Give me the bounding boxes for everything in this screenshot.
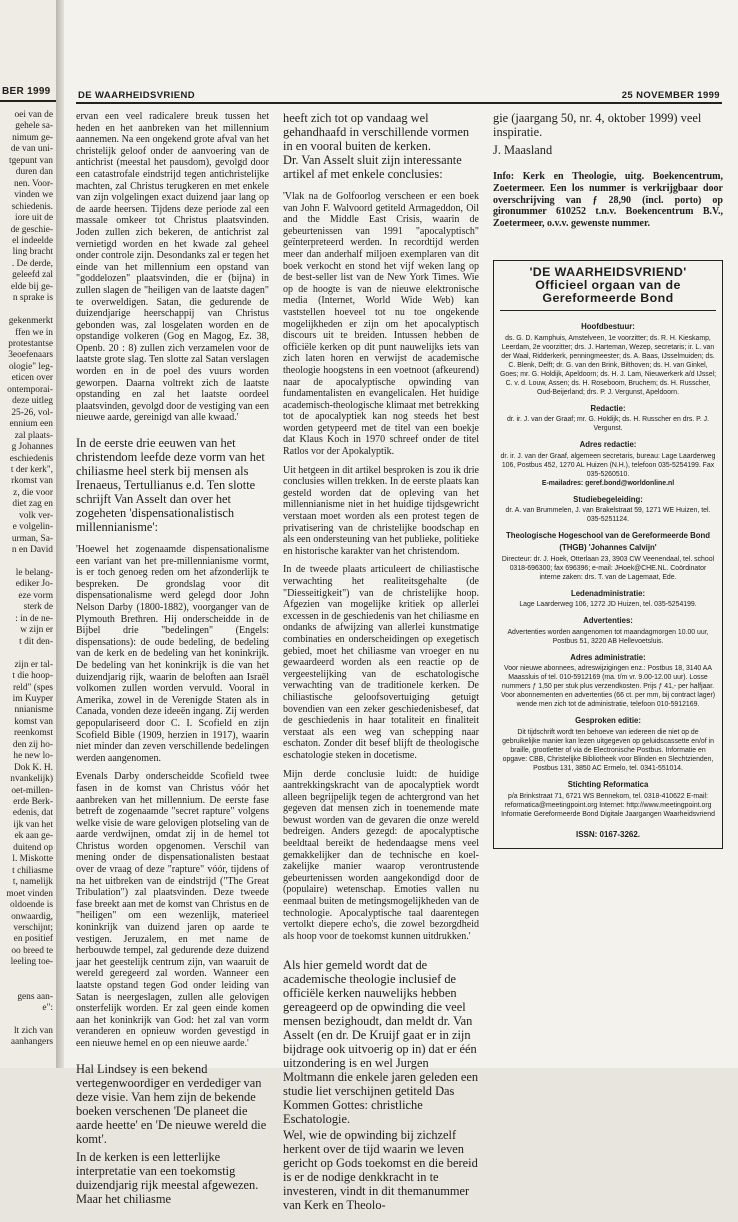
previous-page-fragment: eze vorm <box>18 590 53 601</box>
previous-page-fragment: deze uitleg <box>12 396 53 407</box>
previous-page-fragment: oo breed te <box>11 945 53 956</box>
previous-page-fragment: erde Berk- <box>13 797 53 807</box>
colophon-sections <box>500 321 716 819</box>
previous-page-fragment: z, die voor <box>13 487 53 498</box>
previous-page-fragment: g Johannes <box>11 442 53 453</box>
previous-page-fragment: . De derde, <box>11 258 53 269</box>
previous-page-fragment: he new lo- <box>13 751 53 762</box>
previous-page-fragment: eschiedenis <box>9 453 53 464</box>
author-signature: J. Maasland <box>493 143 553 157</box>
colophon-heading: Redactie: <box>590 403 626 413</box>
colophon-text: p/a Brinkstraat 71, 6721 WS Bennekom, tel. 0318-410622 E-mail: reformatica@meetingpoint.org Internet: http://www.meetingpoint.org Informatie Gereformeerde Bond Digitale Jaargangen Waarheidsvriend <box>501 792 715 818</box>
colophon-heading: Hoofdbestuur: <box>581 321 635 331</box>
previous-page-fragment: edenis, dat <box>12 808 53 819</box>
previous-page-fragment: reld" (spes <box>12 682 53 693</box>
column-2 <box>283 111 479 1222</box>
colophon-heading: Gesproken editie: <box>575 716 641 726</box>
previous-page-fragment: el indeelde <box>12 235 53 246</box>
previous-page-fragment: diet zag en <box>12 499 53 510</box>
column-3 <box>493 111 723 849</box>
previous-page-fragment: duren dan <box>15 167 53 178</box>
previous-page-fragment: nen. Voor- <box>13 178 53 189</box>
previous-page-fragment: ijk van het <box>13 819 53 830</box>
previous-page-fragment: sterk de <box>23 602 53 613</box>
colophon-text: ds. G. D. Kamphuis, Amstelveen, 1e voorzitter; ds. R. H. Kieskamp, Leerdam, 2e voorzitter; drs. J. Harteman, Wezep, secretaris; ir. L. van der Waal, Ridderkerk, penningmeester; ds. A. Baas, IJsselmuiden; ds. C. Blenk, Delft; dr. G. van den Brink, Bilthoven; ds. H. van Ginkel, Goes; mr. G. Holdijk, Apeldoorn; ds. H. J. Lam, Nieuwerkerk a/d IJssel; C. v. d. Louw, Assen; ds. H. Roseboom, Bruchem; ds. H. Russcher, Oud-Beijerland; drs. P. J. Vergunst, Apeldoorn. <box>500 334 716 396</box>
previous-page-fragment: protestantse <box>8 339 53 349</box>
previous-page-fragment: aanhangers <box>10 1037 53 1048</box>
previous-page-fragment: reenkomst <box>13 728 53 739</box>
previous-page-fragment: ennium een <box>9 419 53 430</box>
header-rule <box>76 102 722 104</box>
previous-page-fragment: w zijn er <box>20 625 53 636</box>
previous-page-fragment: elde bij ge- <box>10 281 53 292</box>
previous-page-fragment: ontemporai- <box>7 384 53 395</box>
quote-paragraph: Evenals Darby onderscheidde Scofield twee fasen in de komst van Christus vóór het aanbreken van het millennium. De eerste fase betreft de zogenaamde "secret rapture" volgens welke visie de ware gelovigen plotseling van de aarde verdwijnen, omdat zij in de hemel tot Christus worden opgenomen. Verschil van mening onder de dispensationalisten bestaat over de vraag of deze "rapture" vóór, tijdens of na het uitbreken van de eindstrijd ("The Great Tribulation") zal plaatsvinden. Deze tweede fase breekt aan met de komst van Christus en de "heiligen" om een wezenlijk, materieel koninkrijk van duizend jaren op aarde te vestigen. Jeruzalem, en met name de herbouwde tempel, zal gedurende deze duizend jaar het geestelijk centrum zijn, van waaruit de wereld geregeerd zal worden. Wanneer een laatste opstand tegen God onder leiding van Satan is neergeslagen, zullen alle gelovigen onsterfelijk worden. Er zal geen einde komen aan het koninkrijk van God: het zal van vorm veranderen en opnieuw worden gevestigd in een nieuwe hemel en op een nieuwe aarde.' <box>76 771 269 1049</box>
previous-page-fragment: ek aan ge- <box>14 831 53 842</box>
quote-paragraph: Mijn derde conclusie luidt: de huidige aantrekkingskracht van de apocalyptiek wordt alleen begrijpelijk tegen de achtergrond van het gegeven dat mensen zich in toenemende mate bewust worden van de gevaren die onze wereld bedreigen. Anders gezegd: de apocalyptische beeldtaal bereikt de hedendaagse mens veel gemakkelijker dan de technische en koel-zakelijke manier waarop verontrustende gebeurtenissen worden aangekondigd door de (populaire) wetenschap. Emoties vallen nu eenmaal buiten de metingsmogelijkheden van de technologie. Apocalyptische taal daarentegen vertolkt diepere echo's, die zowel bezorgdheid als hoop voor de toekomst kunnen uitdrukken.' <box>283 768 479 942</box>
previous-page-rule <box>0 100 56 102</box>
previous-page-fragment: l. Miskotte <box>12 854 53 865</box>
colophon-text: Lage Laarderweg 106, 1272 JD Huizen, tel. 035-5254199. <box>519 601 697 609</box>
paragraph-large: heeft zich tot op vandaag wel gehandhaafd in verschillende vormen in en vooral buiten de kerken. <box>283 111 470 153</box>
colophon-text: dr. A. van Brummelen, J. van Brakelstraat 59, 1271 WE Huizen, tel. 035-5251124. <box>505 507 711 524</box>
previous-page-fragment: ologie" leg- <box>8 361 53 372</box>
paragraph-large: Wel, wie de opwinding bij zichzelf herkent over de tijd waarin we leven gericht op Gods toekomst en die bereid is er de nodige denkkracht in te investeren, vindt in dit themanummer van Kerk en Theolo- <box>283 1128 478 1213</box>
previous-page-fragment: geleefd zal <box>12 270 53 281</box>
info-block: Info: Kerk en Theologie, uitg. Boekencentrum, Zoetermeer. Een los nummer is verkrijgbaar door overschrijving van ƒ 28,90 (incl. porto) op gironummer 610252 t.n.v. Boekencentrum B.V., Zoetermeer, o.v.v. gewenste nummer. <box>493 171 723 230</box>
previous-page-fragment: vinden we <box>14 190 53 201</box>
paragraph-large: Als hier gemeld wordt dat de academische theologie inclusief de officiële kerken nauwelijks hebben gereageerd op de opwinding die veel mensen bezighoudt, dan meldt dr. Van Asselt (en dr. De Kruijf gaat er in zijn bijdrage ook uitvoerig op in) dat er één uitzondering is en wel Jurgen Moltmann die enkele jaren geleden een studie liet verschijnen getiteld Das Kommen Gottes: christliche Eschatologie. <box>283 958 479 1127</box>
previous-page-fragment: t chiliasme <box>12 865 53 876</box>
previous-page-fragment: den zij ho- <box>12 739 53 750</box>
colophon-text: E-mailadres: geref.bond@worldonline.nl <box>541 479 675 487</box>
previous-page-fragment: oet-millen- <box>11 785 53 796</box>
colophon-heading: Studiebegeleiding: <box>573 494 643 504</box>
previous-page-fragment: volk ver- <box>19 510 53 521</box>
newspaper-page <box>64 0 738 1213</box>
colophon-heading: Adres administratie: <box>570 652 646 662</box>
paragraph-large: Dr. Van Asselt sluit zijn interessante artikel af met enkele conclusies: <box>283 153 462 181</box>
previous-page-fragment: e volgelin- <box>12 522 53 533</box>
previous-page-fragment: iore uit de <box>14 213 53 224</box>
previous-page-fragment: de van uni- <box>10 144 53 155</box>
previous-page-fragment: duitend op <box>13 842 53 853</box>
previous-page-fragment: t, namelijk <box>12 877 53 888</box>
colophon-box <box>493 260 723 849</box>
colophon-text: Dit tijdschrift wordt ten behoeve van iedereen die niet op de gebruikelijke manier kan lezen uitgegeven op geluidscassette en/of in braille, grootletter of via de Electronische Postbus. Informatie en opgave: CBB, Christelijke Bibliotheek voor Blinden en Slechtzienden, Postbus 131, 3850 AC Ermelo, tel. 0341-551014. <box>502 728 714 772</box>
previous-page-fragment: komst van <box>14 716 53 727</box>
previous-page-fragment: gens aan- <box>17 991 53 1002</box>
colophon-text: Directeur: dr. J. Hoek, Otterlaan 23, 3903 CW Veenendaal, tel. school 0318-696300; fax 696396; e-mail: JHoek@CHE.NL. Coördinator interne zaken: drs. T. van de Lagemaat, Ede. <box>501 555 715 581</box>
colophon-title-line: Gereformeerde Bond <box>542 290 674 305</box>
previous-page-fragment: moet vinden <box>6 888 53 899</box>
colophon-heading: Ledenadministratie: <box>570 588 646 598</box>
publication-date: 25 NOVEMBER 1999 <box>621 90 720 101</box>
colophon-text: Advertenties worden aangenomen tot maandagmorgen 10.00 uur, Postbus 51, 3220 AB Hellevoetsluis. <box>507 628 709 645</box>
colophon-title-line: 'DE WAARHEIDSVRIEND' <box>529 264 687 279</box>
previous-page-fragment: nvankelijk) <box>10 774 53 785</box>
previous-page-fragment: oldoende is <box>10 900 53 911</box>
colophon-text: Voor nieuwe abonnees, adreswijzigingen enz.: Postbus 18, 3140 AA Maassluis of tel. 010-5912169 (ma. t/m vr. 9.00-12.00 uur). Losse nummers ƒ 1,50 per stuk plus verzendkosten. Prijs ƒ 41,- per halfjaar. Voor abonnementen en advertenties (66 ct. per mm, bij contract lager) wende men zich tot de administratie, telefoon 010-5912169. <box>500 665 716 709</box>
paragraph-large: Hal Lindsey is een bekend vertegenwoordiger en verdediger van deze visie. Van hem zijn de bekende boeken verschenen 'De planeet die aarde heette' en 'De nieuwe wereld die komt'. <box>76 1061 267 1146</box>
paragraph-large: gie (jaargang 50, nr. 4, oktober 1999) veel inspiratie. <box>493 111 702 139</box>
previous-page-fragment: tgepunt van <box>8 155 53 166</box>
colophon-heading: Adres redactie: <box>579 440 637 450</box>
previous-page-fragment: 25-26, vol- <box>11 407 53 418</box>
colophon-heading: Theologische Hogeschool van de Gereformeerde Bond (THGB) 'Johannes Calvijn' <box>505 531 711 552</box>
previous-page-fragment: lt zich van <box>13 1026 53 1036</box>
previous-page-fragment: 3eoefenaars <box>8 350 53 361</box>
previous-page-fragment: e": <box>42 1003 53 1014</box>
quote-paragraph: 'Hoewel het zogenaamde dispensationalisme een variant van het pre-millennianisme vormt, is er toch genoeg reden om het afzonderlijk te bespreken. De grondslag voor dit dispensationalisme werd gelegd door John Nelson Darby (1800-1882), voorganger van de Plymouth Brethren. Hij onderscheidde in de Bijbel drie "bedelingen" (Engels: dispensations): de oude bedeling, de bedeling van de kerk en de bedeling van het koninkrijk. De bedeling van het koninkrijk is die van het duizendjarig rijk, waarin de beloften aan Israël volkomen zullen worden vervuld. Vooral in Amerika, zowel in de Verenigde Staten als in Canada, vonden deze ideeën ingang. Zij werden gepopulariseerd door C. I. Scofield en zijn Scofield Bible (1909, herzien in 1917), waarin niet minder dan zeven verschillende bedelingen werden aangenomen. <box>76 544 269 764</box>
previous-page-header: BER 1999 <box>2 86 51 97</box>
previous-page-fragment: en positief <box>13 934 53 945</box>
previous-page-fragment: gehele sa- <box>15 121 53 132</box>
quote-paragraph: 'Vlak na de Golfoorlog verscheen er een boek van John F. Walvoord getiteld Armageddon, Oil and the Middle East Crisis, waarin de gebeurtenissen van 1991 "apocalyptisch" geïnterpreteerd werden. In recordtijd werden meer dan anderhalf miljoen exemplaren van dit boek verkocht en stond het vijf weken lang op de best-seller list van de New York Times. Wie op de hoogte is van de nieuwe elektronische media (Internet, World Wide Web) kan vaststellen hoeveel tot nu toe ongekende mogelijkheden er zijn om het apocalyptisch discours uit te breiden. Intussen hebben de officiële kerken op dit punt nauwelijks iets van zich laten horen en verwijst de academische theologie hoogstens in een voetnoot (afkeurend) naar de apocalyptische opwinding van fundamentalisten en evangelicalen. Het huidige academisch-theologische klimaat met betrekking tot de apocalyptiek kan nog steeds het best worden getypeerd met de titel van een boekje dat Klaus Koch in 1970 schreef onder de titel Ratlos vor der Apokalyptik. <box>283 191 479 458</box>
previous-page-fragment: leeling toe- <box>10 957 53 968</box>
previous-page-fragment: ediker Jo- <box>15 579 53 590</box>
paragraph-large: In de eerste drie eeuwen van het christendom leefde deze vorm van het chiliasme heel sterk bij mensen als Irenaeus, Tertullianus e.d. Ten slotte schrijft Van Asselt dan over het zogeheten 'dispensationalistisch millennianisme': <box>76 436 265 535</box>
previous-page-fragment: rkomst van <box>11 476 53 487</box>
previous-page-fragment: n en David <box>11 545 53 556</box>
colophon-heading: Advertenties: <box>583 616 633 626</box>
page-gutter <box>56 0 64 1068</box>
quote-paragraph: Uit hetgeen in dit artikel besproken is zou ik drie conclusies willen trekken. In de eerste plaats kan gesteld worden dat de opleving van het millennianisme niet in het huidige tijdsgewricht verstaan moet worden als een protest tegen de privatisering van de christelijke boodschap en als een ondersteuning van het publieke, politieke en historische karakter van het christendom. <box>283 464 479 557</box>
colophon-title-line: Officieel orgaan van de <box>535 277 681 292</box>
previous-page-fragment: nnianisme <box>14 705 53 716</box>
previous-page-fragment: im Kuyper <box>12 693 53 704</box>
previous-page-edge <box>0 0 57 1068</box>
column-1 <box>76 111 269 1216</box>
colophon-title <box>500 264 716 311</box>
previous-page-fragment: schiedenis. <box>11 201 53 212</box>
previous-page-fragment: ling bracht <box>12 247 53 258</box>
paragraph: ervan een veel radicalere breuk tussen het heden en het aanbreken van het millennium aannemen. Na een ongekend grote afval van het christelijk geloof onder de aanvoering van de antichrist (meestal het pausdom), gevolgd door een catastrofale eindstrijd tegen antichristelijke machten, zal Christus terugkeren en met enkele van zijn volgelingen exact duizend jaar lang op de aarde heersen. Tijdens deze periode zal een massale omkeer tot Christus plaatsvinden. Joden zullen zich bekeren, de antichrist zal vernietigd worden en het kwade zal geheel onder controle zijn. Desondanks zal er tegen het einde van het millennium een opstand van "goddelozen" plaatsvinden, die er (bijna) in zullen slagen de "heiligen van de laatste dagen" te overweldigen. Satan, die gedurende de duizendjarige heerschappij van Christus gebonden was, zal losgelaten worden en de opstandige volkeren (Gog en Magog, Ez. 38, Openb. 20 : 8) zullen zich verzamelen voor de laatste grote slag. Ten slotte zal Satan verslagen worden en in de poel des vuurs worden geworpen. Daarna voltrekt zich de laatste opstanding en zal het laatste oordeel plaatsvinden, gevolgd door de vestiging van een nieuwe aarde, gereinigd van alle kwaad.' <box>76 111 270 424</box>
publication-name: DE WAARHEIDSVRIEND <box>78 90 195 101</box>
previous-page-fragment: de geschie- <box>10 224 53 235</box>
quote-paragraph: In de tweede plaats articuleert de chiliastische verwachting het realiteitsgehalte (de "Diesseitigkeit") van de christelijke hoop. Afgezien van mogelijke kritiek op allerlei excessen in de geschiedenis van het chiliasme en ondanks de afwijzing van allerlei kunstmatige combinaties en onderscheidingen op exegetisch gebied, moet het chiliasme van vroeger en nu gewaardeerd worden als een reactie op de vergeestelijking van de eschatologische verwachting van de traditionele kerken. De chiliastische geloofsovertuiging getuigt bovendien van een zeker geschiedenisbesef, dat de geschiedenis in haar totaliteit en finaliteit verstaat als een weg van schepping naar eschaton. Zonder dit besef blijft de theologische eschatologie steken in docetisme. <box>283 564 479 761</box>
previous-page-fragment: zijn er tal- <box>14 659 53 670</box>
paragraph-large: In de kerken is een letterlijke interpretatie van een toekomstig duizendjarig rijk meestal afgewezen. Maar het chiliasme <box>76 1149 259 1206</box>
previous-page-fragment: n sprake is <box>12 293 53 304</box>
previous-page-fragment: Dok K. H. <box>13 762 53 773</box>
colophon-text: dr. ir. J. van der Graaf; mr. G. Holdijk; ds. H. Russcher en drs. P. J. Vergunst. <box>506 416 710 433</box>
colophon-heading: Stichting Reformatica <box>567 779 649 789</box>
previous-page-fragment: onwaardig, <box>11 911 53 922</box>
previous-page-fragment: eticen over <box>11 373 53 384</box>
previous-page-fragment: : in de ne- <box>15 613 53 624</box>
previous-page-fragment: urman, Sa- <box>11 533 53 544</box>
colophon-text: dr. ir. J. van der Graaf, algemeen secretaris, bureau: Lage Laarderweg 106, Postbus 452, 1270 AL Huizen (N.H.), telefoon 035-5254199. Fax 035-5260510. <box>500 452 716 478</box>
previous-page-fragment: verschijnt; <box>13 922 53 933</box>
previous-page-fragment: t der kerk", <box>10 464 53 475</box>
previous-page-fragment: gekenmerkt <box>8 316 53 327</box>
issn-number: ISSN: 0167-3262. <box>575 829 641 839</box>
previous-page-fragment: zal plaats- <box>14 430 53 441</box>
previous-page-fragment: t die hoop- <box>12 671 53 682</box>
previous-page-fragment: nimum ge- <box>12 132 53 143</box>
previous-page-fragment: oei van de <box>14 110 53 120</box>
previous-page-fragment: le belang- <box>15 568 53 578</box>
previous-page-fragment: t dit den- <box>19 636 53 647</box>
previous-page-fragment: ffen we in <box>15 327 53 338</box>
